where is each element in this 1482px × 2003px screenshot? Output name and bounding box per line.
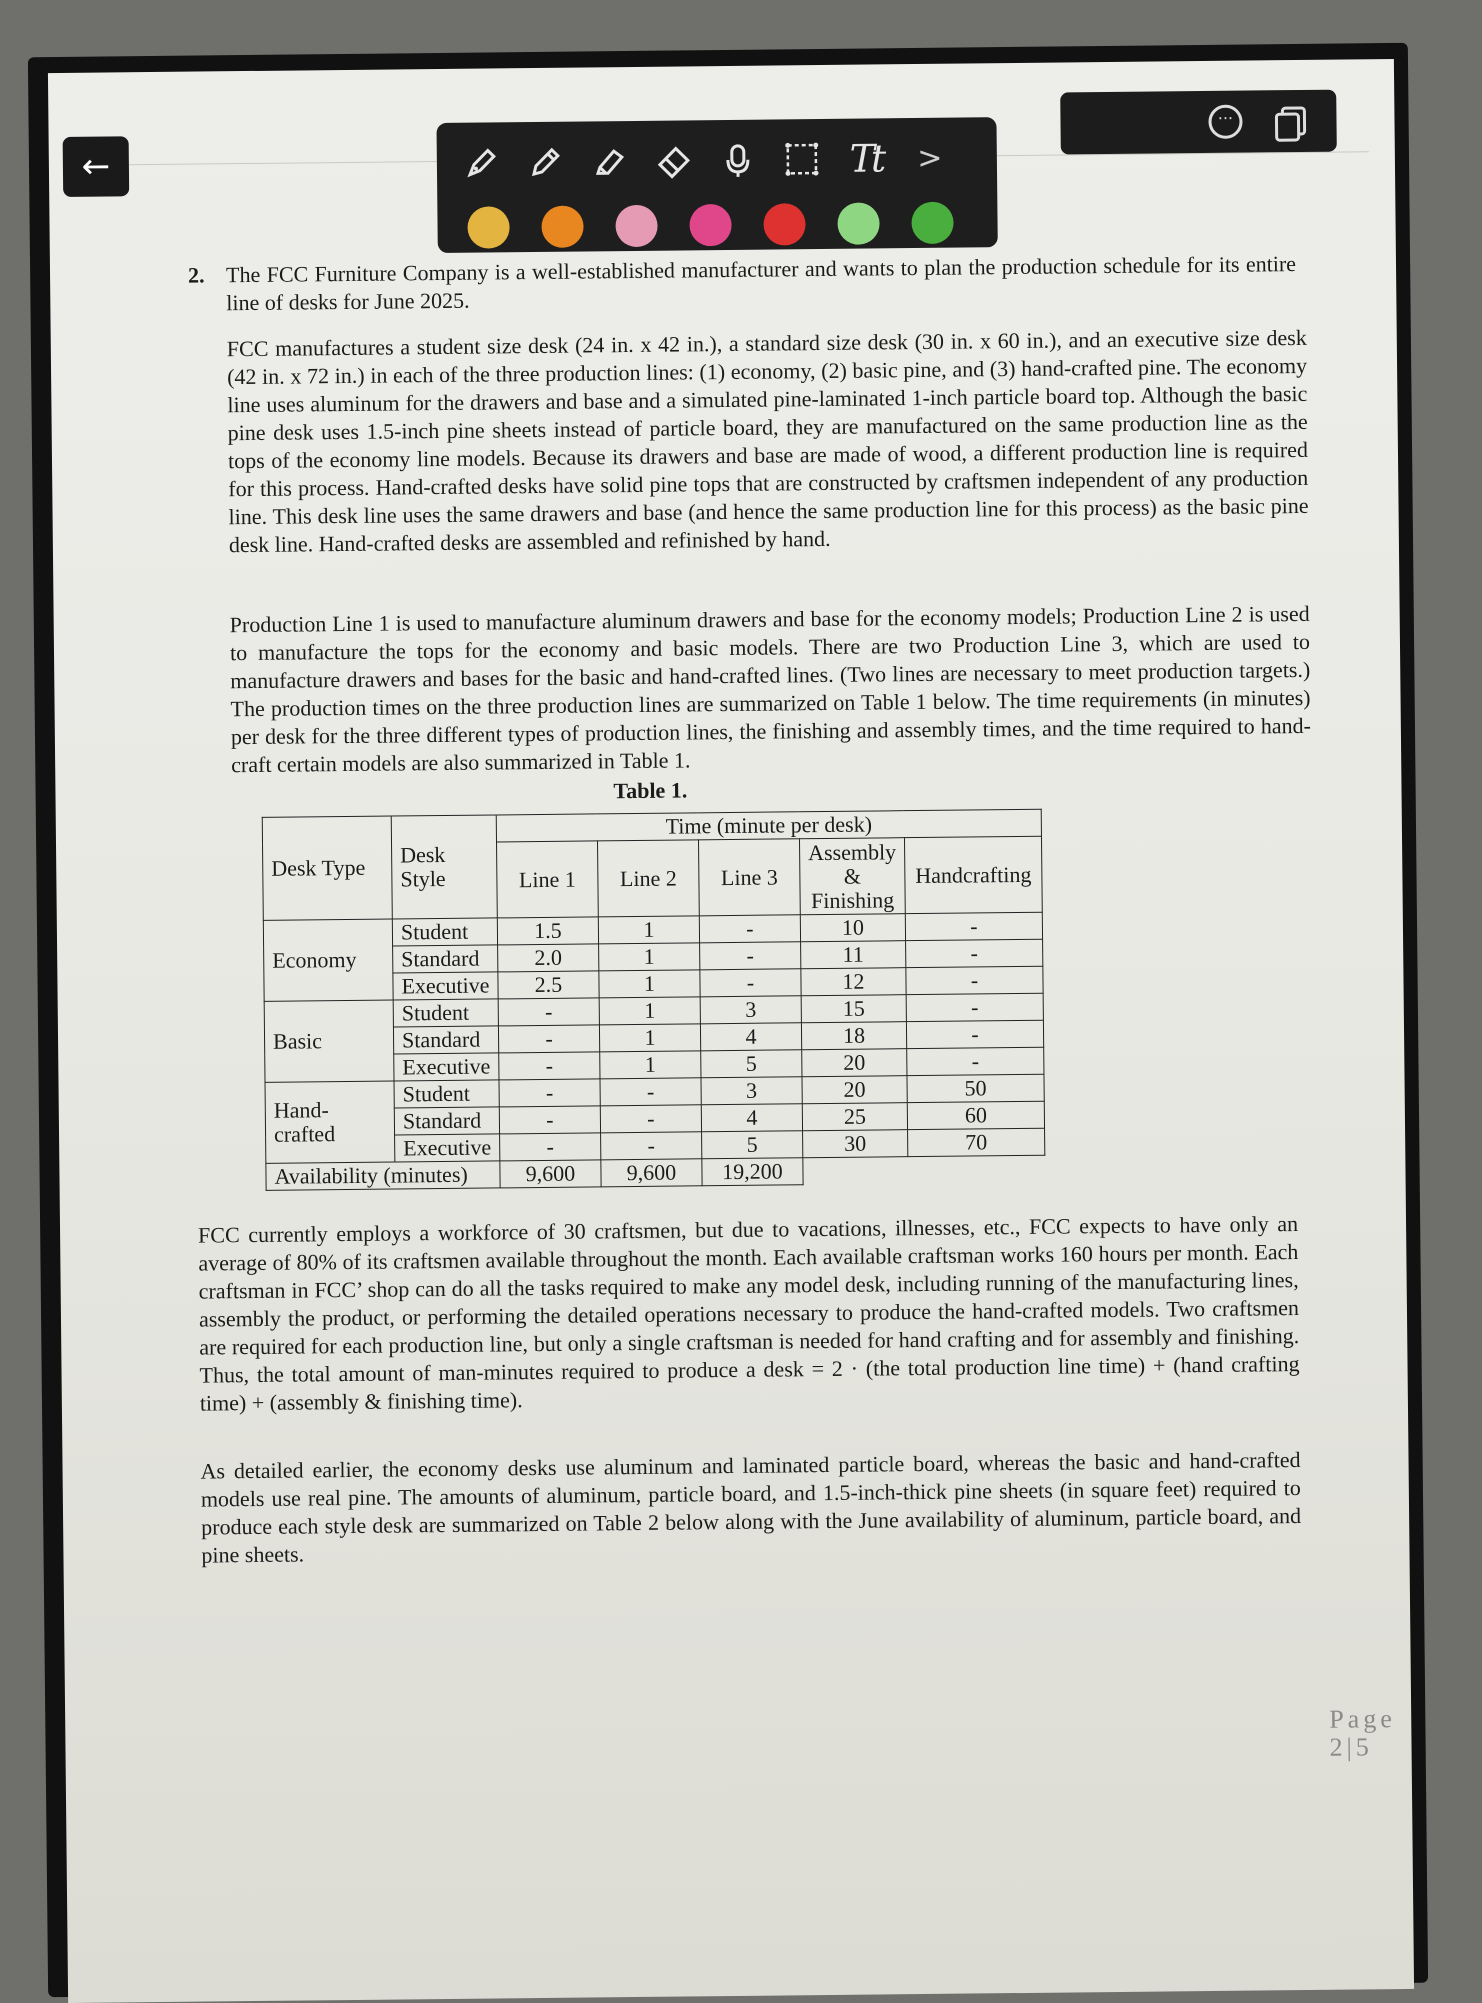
intro-paragraph: The FCC Furniture Company is a well-established manufacturer and wants to plan the production schedule for its entire line of desks for June 2025. [226, 250, 1297, 317]
color-swatch[interactable] [763, 203, 805, 245]
time-cell: 10 [800, 914, 905, 942]
time-cell: - [600, 1078, 701, 1106]
time-cell: - [700, 942, 801, 970]
time-cell: 20 [802, 1076, 907, 1104]
time-cell: - [498, 1025, 599, 1053]
header-line-1: Line 1 [496, 841, 598, 918]
pen-tool[interactable] [523, 140, 569, 184]
more-options-button[interactable] [1208, 105, 1242, 139]
drawing-toolbar [436, 117, 997, 253]
time-cell: 2.5 [498, 971, 599, 999]
time-cell: - [906, 993, 1043, 1021]
empty-cell [803, 1157, 908, 1185]
document-content [188, 250, 1308, 262]
color-swatch[interactable] [615, 205, 657, 247]
color-swatch[interactable] [467, 206, 509, 248]
time-cell: 1 [599, 943, 700, 971]
time-cell: 12 [801, 968, 906, 996]
time-cell: 11 [801, 941, 906, 969]
availability-value: 19,200 [702, 1158, 803, 1186]
chevron-right-icon: > [917, 140, 943, 175]
time-cell: - [500, 1133, 601, 1161]
fountain-pen-tool[interactable] [459, 140, 505, 184]
time-cell: - [498, 998, 599, 1026]
time-cell: 4 [701, 1104, 802, 1132]
time-cell: 25 [802, 1103, 907, 1131]
question-number: 2. [188, 261, 205, 289]
time-cell: 3 [700, 996, 801, 1024]
color-swatch[interactable] [689, 204, 731, 246]
time-cell: 1 [600, 1051, 701, 1079]
time-cell: 1 [598, 916, 699, 944]
desk-type-cell: Hand-crafted [265, 1081, 395, 1163]
time-cell: - [600, 1105, 701, 1133]
time-cell: 1 [599, 970, 700, 998]
availability-value: 9,600 [601, 1159, 702, 1187]
text-tool[interactable] [843, 136, 889, 180]
time-cell: 60 [907, 1101, 1044, 1129]
time-cell: - [906, 966, 1043, 994]
time-cell: - [700, 969, 801, 997]
production-lines-paragraph: Production Line 1 is used to manufacture aluminum drawers and base for the economy models; Production Line 2 is used to manufacture the tops for the economy and basic models. There are two Production Line 3, which are used to manufacture drawers and bases for the basic and hand-crafted lines. (Two lines are necessary to meet production targets.) The production times on the three production lines are summarized on Table 1 below. The time requirements (in minutes) per desk for the three different types of production lines, the finishing and assembly times, and the time required to hand-craft certain models are also summarized in Table 1. [230, 600, 1312, 779]
desk-style-cell: Standard [394, 1107, 499, 1135]
time-cell: 5 [702, 1131, 803, 1159]
availability-label: Availability (minutes) [266, 1161, 500, 1190]
desk-type-cell: Economy [263, 919, 393, 1001]
time-cell: - [699, 915, 800, 943]
lasso-select-tool[interactable] [779, 137, 825, 181]
more-icon: ··· [1218, 109, 1233, 128]
microphone-icon [718, 140, 758, 180]
materials-paragraph: As detailed earlier, the economy desks use aluminum and laminated particle board, whereas the basic and hand-crafted models use real pine. The amounts of aluminum, particle board, and 1.5-inch-thick pine sheets (in square feet) required to produce each style desk are summarized on Table 2 below along with the June availability of aluminum, particle board, and pine sheets. [200, 1446, 1301, 1570]
header-time: Time (minute per desk) [496, 809, 1041, 842]
pages-icon[interactable] [1270, 102, 1310, 142]
empty-cell [908, 1155, 1045, 1183]
eraser-tool[interactable] [651, 138, 697, 182]
time-cell: - [906, 1020, 1043, 1048]
header-line-3: Line 3 [698, 839, 800, 916]
header-desk-type: Desk Type [262, 816, 392, 920]
desk-style-cell: Student [393, 999, 498, 1027]
back-arrow-icon: ← [81, 146, 110, 186]
color-swatch[interactable] [837, 202, 879, 244]
top-right-panel [1060, 90, 1337, 155]
header-line-2: Line 2 [597, 840, 699, 917]
desk-style-cell: Standard [393, 1026, 498, 1054]
desk-style-cell: Standard [393, 945, 498, 973]
time-cell: 70 [908, 1128, 1045, 1156]
table-caption: Table 1. [613, 776, 687, 805]
time-cell: 1 [599, 1024, 700, 1052]
tablet-screen [48, 59, 1414, 2003]
time-cell: - [905, 912, 1042, 940]
product-description-paragraph: FCC manufactures a student size desk (24 in. x 42 in.), a standard size desk (30 in. x 60 in.), and an executive size desk (42 in. x 72 in.) in each of the three production lines: (1) economy, (2) basic pine, and (3) hand-crafted pine. The economy line uses aluminum for the drawers and base and a simulated pine-laminated 1-inch particle board top. Although the basic pine desk uses 1.5-inch pine sheets instead of particle board, they are manufactured on the same production line as the tops of the economy line models. Because its drawers and base are made of wood, a different production line is required for this process. Hand-crafted desks have solid pine tops that are constructed by craftsmen independent of any production line. This desk line uses the same drawers and base (and hence the same production line for this process) as the basic pine desk line. Hand-crafted desks are assembled and refinished by hand. [227, 324, 1309, 559]
header-desk-style: Desk Style [391, 815, 497, 919]
time-cell: 1 [599, 997, 700, 1025]
color-swatch[interactable] [911, 202, 953, 244]
pen-icon [526, 142, 566, 182]
time-cell: - [499, 1106, 600, 1134]
more-tools-button[interactable] [907, 136, 953, 180]
page-number: Page 2|5 [1329, 1705, 1396, 1762]
color-swatch[interactable] [541, 206, 583, 248]
time-cell: 3 [701, 1077, 802, 1105]
workforce-paragraph: FCC currently employs a workforce of 30 craftsmen, but due to vacations, illnesses, etc., FCC expects to have only an average of 80% of its craftsmen available throughout the month. Each available craftsman works 160 hours per month. Each craftsman in FCC’ shop can do all the tasks required to make any model desk, including running of the manufacturing lines, assembly the product, or performing the detailed operations necessary to produce the hand-crafted models. Two craftsmen are required for each production line, but only a single craftsman is needed for hand crafting and for assembly and finishing. Thus, the total amount of man-minutes required to produce a desk = 2 · (the total production line time) + (hand crafting time) + (assembly & finishing time). [198, 1210, 1300, 1418]
text-tool-icon: Tt [849, 136, 882, 180]
time-cell: 2.0 [498, 944, 599, 972]
time-cell: 30 [803, 1130, 908, 1158]
desk-style-cell: Executive [393, 972, 498, 1000]
back-button[interactable] [63, 136, 130, 197]
availability-value: 9,600 [500, 1160, 601, 1188]
microphone-tool[interactable] [715, 138, 761, 182]
fountain-pen-icon [462, 142, 502, 182]
header-assembly-finishing: Assembly & Finishing [799, 838, 905, 915]
desk-style-cell: Student [394, 1080, 499, 1108]
header-handcrafting: Handcrafting [904, 836, 1042, 913]
highlighter-icon [590, 141, 630, 181]
selection-icon [782, 139, 822, 179]
time-cell: - [907, 1047, 1044, 1075]
desk-style-cell: Executive [395, 1134, 500, 1162]
eraser-icon [654, 140, 694, 180]
desk-type-cell: Basic [264, 1000, 394, 1082]
time-cell: 1.5 [497, 917, 598, 945]
desk-style-cell: Student [392, 918, 497, 946]
time-cell: 50 [907, 1074, 1044, 1102]
time-cell: 15 [801, 995, 906, 1023]
time-cell: - [499, 1052, 600, 1080]
time-cell: - [499, 1079, 600, 1107]
desk-style-cell: Executive [394, 1053, 499, 1081]
time-cell: - [601, 1132, 702, 1160]
time-cell: - [906, 939, 1043, 967]
time-cell: 5 [701, 1050, 802, 1078]
time-cell: 20 [802, 1049, 907, 1077]
highlighter-tool[interactable] [587, 139, 633, 183]
time-cell: 4 [700, 1023, 801, 1051]
time-cell: 18 [801, 1022, 906, 1050]
production-time-table [262, 809, 1046, 1191]
